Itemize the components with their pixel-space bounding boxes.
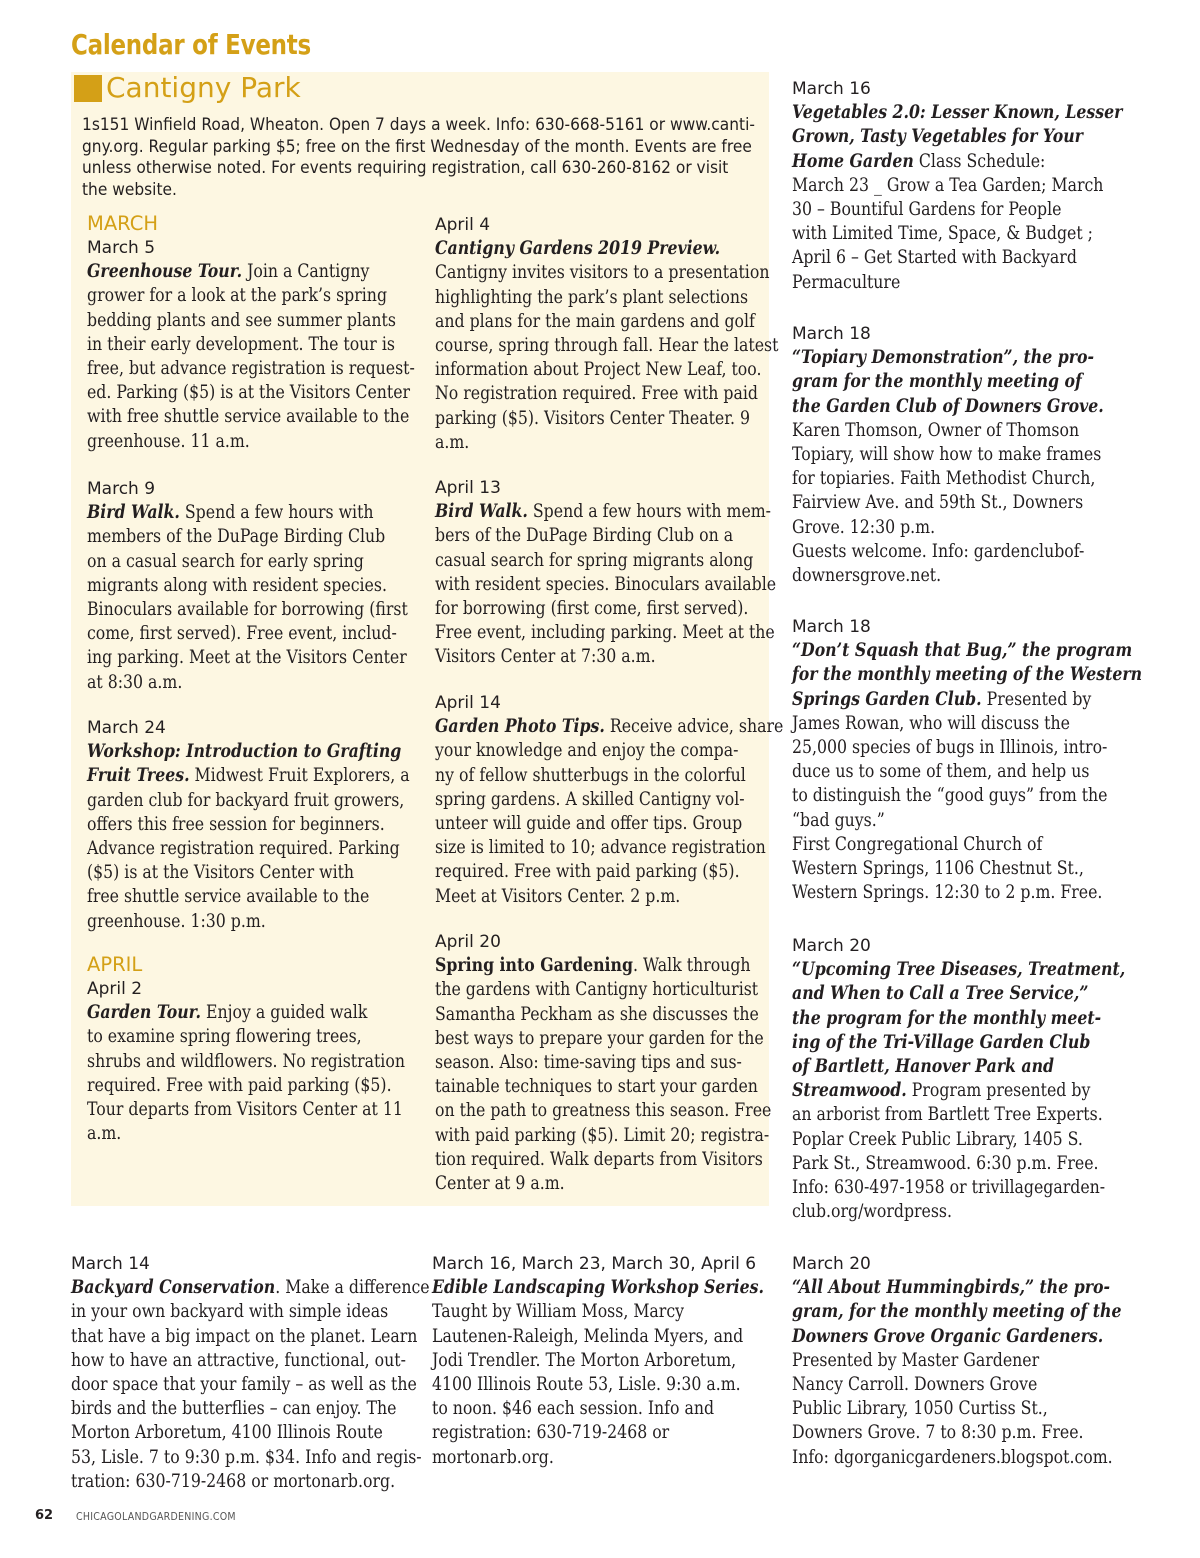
event-title: for the monthly meeting of the Western	[792, 664, 1143, 686]
event-april-20: April 20 Spring into Gardening. Walk through the gardens with Cantigny horticulturist Samantha Peckham as she discusses the best ways to prepare your garden for the season. Also: time-saving tips and sus- tainable techniques to start your garden on the path to greatness this season. Free with paid parking ($5). Limit 20; registra- tion required. Walk departs from Visitors Center at 9 a.m.	[435, 930, 824, 1196]
event-date: March 14	[71, 1254, 150, 1274]
event-april-2: April 2 Garden Tour. Enjoy a guided walk to examine spring flowering trees, shrubs and wildflowers. No registration required. Free with paid parking ($5). Tour departs from Visitors Center at 11 a.m.	[87, 977, 455, 1146]
event-edible-landscaping-series: March 16, March 23, March 30, April 6 Edible Landscaping Workshop Series. Taught by William Moss, Marcy Lautenen-Raleigh, Melinda Myers, and Jodi Trendler. The Morton Arboretum, 4100 Illinois Route 53, Lisle. 9:30 a.m. to noon. $46 each session. Info and registration: 630-719-2468 or mortonarb.org.	[432, 1252, 816, 1470]
event-date: April 13	[435, 478, 501, 498]
event-title: gram, for the monthly meeting of the	[792, 1301, 1122, 1323]
event-title: Vegetables 2.0: Lesser Known, Lesser	[792, 102, 1123, 124]
event-date: March 16	[792, 79, 871, 99]
event-title: Home Garden	[792, 150, 914, 172]
event-title: the program for the monthly meet-	[792, 1007, 1102, 1029]
event-title: Garden Photo Tips.	[435, 716, 605, 738]
event-title: and When to Call a Tree Service,”	[792, 983, 1089, 1005]
event-title: “Upcoming Tree Diseases, Treatment,	[792, 959, 1126, 981]
section-title: Cantigny Park	[106, 71, 301, 104]
event-title: Backyard Conservation	[71, 1277, 276, 1299]
month-heading-march: MARCH	[87, 212, 159, 235]
event-march-20-tree: March 20 “Upcoming Tree Diseases, Treatment, and When to Call a Tree Service,” the program for the monthly meet- ing of the Tri-Village Garden Club of Bartlett, Hanover Park and Streamwood. Program presented by an arborist from Bartlett Tree Experts. Poplar Creek Public Library, 1405 S. Park St., Streamwood. 6:30 p.m. Free. Info: 630-497-1958 or trivillagegarden- club.org/wordpress.	[792, 934, 1177, 1224]
event-date: April 2	[87, 979, 143, 999]
event-title: Greenhouse Tour.	[87, 261, 243, 283]
month-heading-april: APRIL	[87, 953, 143, 976]
event-title: the Garden Club of Downers Grove.	[792, 395, 1104, 417]
event-date: March 24	[87, 718, 166, 738]
april-block	[87, 953, 455, 1146]
box-column-1	[87, 212, 466, 454]
section-intro: 1s151 Winfield Road, Wheaton. Open 7 days a week. Info: 630-668-5161 or www.canti- gny.org. Regular parking $5; free on the first Wednesday of the month. Events are free unless otherwise noted. For events requiring registration, call 630-260-8162 or visit the website.	[82, 115, 755, 199]
event-title: Streamwood.	[792, 1080, 907, 1102]
event-title: Garden Tour.	[87, 1002, 202, 1024]
event-march-24: March 24 Workshop: Introduction to Grafting Fruit Trees. Midwest Fruit Explorers, a garden club for backyard fruit growers, offers this free session for beginners. Advance registration required. Parking ($5) is at the Visitors Center with free shuttle service available to the greenhouse. 1:30 p.m.	[87, 716, 460, 934]
event-april-13: April 13 Bird Walk. Spend a few hours with mem- bers of the DuPage Birding Club on a casual search for spring migrants along with resident species. Binoculars available for borrowing (first come, first served). Free event, including parking. Meet at the Visitors Center at 7:30 a.m.	[435, 476, 829, 670]
event-date: April 4	[435, 215, 491, 235]
event-title: Edible Landscaping Workshop Series.	[432, 1277, 764, 1299]
event-title: “Topiary Demonstration”, the pro-	[792, 347, 1095, 369]
event-title: Downers Grove Organic Gardeners.	[792, 1325, 1104, 1347]
event-title: Workshop: Introduction to Grafting	[87, 741, 402, 763]
event-march-20-hummingbirds: March 20 “All About Hummingbirds,” the pro- gram, for the monthly meeting of the Downers Grove Organic Gardeners. Presented by Master Gardener Nancy Carroll. Downers Grove Public Library, 1050 Curtiss St., Downers Grove. 7 to 8:30 p.m. Free. Info: dgorganicgardeners.blogspot.com.	[792, 1252, 1173, 1470]
event-title: Grown, Tasty Vegetables for Your	[792, 126, 1083, 148]
event-date: March 16, March 23, March 30, April 6	[432, 1254, 757, 1274]
event-title: ing of the Tri-Village Garden Club	[792, 1031, 1091, 1053]
event-date: March 9	[87, 479, 156, 499]
section-square-icon	[74, 75, 102, 102]
event-title: Spring into Gardening	[435, 955, 633, 977]
event-march-18-bug: March 18 “Don’t Squash that Bug,” the program for the monthly meeting of the Western Springs Garden Club. Presented by James Rowan, who will discuss the 25,000 species of bugs in Illinois, intro- duce us to some of them, and help us to distinguish the “good guys” from the “bad guys.” First Congregational Church of Western Springs, 1106 Chestnut St., Western Springs. 12:30 to 2 p.m. Free.	[792, 615, 1197, 905]
event-title: Bird Walk.	[435, 501, 528, 523]
event-march-9: March 9 Bird Walk. Spend a few hours with members of the DuPage Birding Club on a casual search for early spring migrants along with resident species. Binoculars available for borrowing (first come, first served). Free event, includ- ing parking. Meet at the Visitors Center at 8:30 a.m.	[87, 477, 458, 695]
event-title: Bird Walk.	[87, 502, 180, 524]
event-date: March 20	[792, 936, 871, 956]
event-title: of Bartlett, Hanover Park and	[792, 1055, 1055, 1077]
event-title: Cantigny Gardens 2019 Preview.	[435, 238, 721, 260]
event-april-4: April 4 Cantigny Gardens 2019 Preview. Cantigny invites visitors to a presentation highlighting the park’s plant selections and plans for the main gardens and golf course, spring through fall. Hear the latest information about Project New Leaf, too. No registration required. Free with paid parking ($5). Visitors Center Theater. 9 a.m.	[435, 213, 832, 455]
event-date: March 18	[792, 324, 871, 344]
event-date: March 20	[792, 1254, 871, 1274]
event-title: Fruit Trees.	[87, 765, 190, 787]
page-number: 62	[35, 1508, 54, 1523]
event-title: “All About Hummingbirds,” the pro-	[792, 1277, 1111, 1299]
event-march-18-topiary: March 18 “Topiary Demonstration”, the pro- gram for the monthly meeting of the Garden Club of Downers Grove. Karen Thomson, Owner of Thomson Topiary, will show how to make frames for topiaries. Faith Methodist Church, Fairview Ave. and 59th St., Downers Grove. 12:30 p.m. Guests welcome. Info: gardenclubof- downersgrove.net.	[792, 322, 1152, 588]
event-date: April 20	[435, 932, 501, 952]
event-march-16: March 16 Vegetables 2.0: Lesser Known, Lesser Grown, Tasty Vegetables for Your Home Garden Class Schedule: March 23 _ Grow a Tea Garden; March 30 – Bountiful Gardens for People with Limited Time, Space, & Budget ; April 6 – Get Started with Backyard Permaculture	[792, 77, 1174, 295]
event-march-5: March 5 Greenhouse Tour. Join a Cantigny grower for a look at the park’s spring bedding plants and see summer plants in their early development. The tour is free, but advance registration is request- ed. Parking ($5) is at the Visitors Center with free shuttle service available to the greenhouse. 11 a.m.	[87, 236, 466, 454]
footer-site: CHICAGOLANDGARDENING.COM	[76, 1510, 236, 1523]
page-title: Calendar of Events	[71, 28, 311, 61]
event-title: “Don’t Squash that Bug,” the program	[792, 640, 1133, 662]
event-april-14: April 14 Garden Photo Tips. Receive advice, share your knowledge and enjoy the compa- ny of fellow shutterbugs in the colorful spring gardens. A skilled Cantigny vol- unteer will guide and offer tips. Group size is limited to 10; advance registration required. Free with paid parking ($5). Meet at Visitors Center. 2 p.m.	[435, 691, 838, 909]
event-date: March 18	[792, 617, 871, 637]
event-title: Springs Garden Club.	[792, 688, 982, 710]
event-march-14: March 14 Backyard Conservation. Make a difference in your own backyard with simple ideas that have a big impact on the planet. Learn how to have an attractive, functional, out- door space that your family – as well as the birds and the butterflies – can enjoy. The Morton Arboretum, 4100 Illinois Route 53, Lisle. 7 to 9:30 p.m. $34. Info and regis- tration: 630-719-2468 or mortonarb.org.	[71, 1252, 486, 1494]
event-date: March 5	[87, 238, 156, 258]
event-title: gram for the monthly meeting of	[792, 371, 1082, 393]
event-date: April 14	[435, 693, 501, 713]
